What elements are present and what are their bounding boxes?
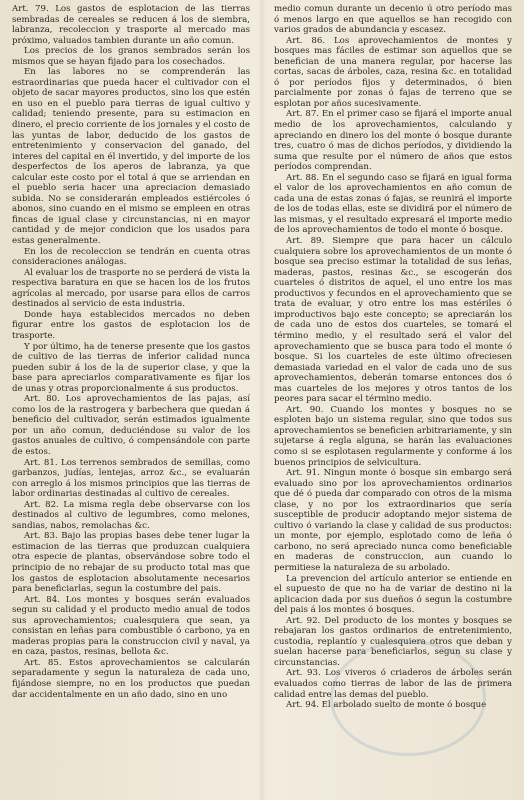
paragraph: Art. 92. Del producto de los montes y bosques se rebajaran los gastos ordinarios de entretenimiento, custodia, replantío y cualesquiera otros que deban y suelan hacerse para beneficiarlos, segun su clase y circunstancias. bbox=[274, 615, 512, 668]
paragraph: Art. 81. Los terrenos sembrados de semillas, como garbanzos, judías, lentejas, arroz &c., se evaluarán con arreglo á los mismos principios que las tierras de labor ordinarias destinadas al cultivo de cereales. bbox=[12, 457, 250, 500]
paragraph: En las labores no se comprenderán las estraordinarias que pueda hacer el cultivador con el objeto de sacar mayores productos, sino los que estén en uso en el pueblo para tierras de igual cultivo y calidad; teniendo presente, para su estimacion en dinero, el precio corriente de los jornales y el costo de las yuntas de labor, deducido de los gastos de entretenimiento y conservacion del ganado, del interes del capital en él invertido, y del importe de los desperfectos de los aperos de labranza, ya que calcular este costo por el total á que se arriendan en el pueblo seria hacer una apreciacion demasiado subida. No se considerarán empleados estiércoles ó abonos, sino cuando en el mismo se empleen en otras fincas de igual clase y circunstancias, ni en mayor cantidad y de mejor condicion que los usados para estas generalmente. bbox=[12, 67, 250, 247]
paragraph: Art. 84. Los montes y bosques serán evaluados segun su calidad y el producto medio anual de todos sus aprovechamientos; cualesquiera que sean, ya consistan en leñas para combustible ó carbono, ya en maderas propias para la construccion civil y naval, ya en caza, pastos, resinas, bellota &c. bbox=[12, 594, 250, 658]
column-gutter bbox=[258, 0, 266, 800]
paragraph: Art. 80. Los aprovechamientos de las pajas, así como los de la rastrogera y barbechera que quedan á beneficio del cultivador, serán estimados igualmente por un año comun, deduciéndose su valor de los gastos anuales de cultivo, ó compensándole con parte de estos. bbox=[12, 394, 250, 457]
paragraph: Art. 85. Estos aprovechamientos se calcularán separadamente y segun la naturaleza de cada uno, fijándose siempre, no en los productos que puedan dar accidentalmente en un año dado, sino en uno bbox=[12, 657, 250, 700]
paragraph: Art. 79. Los gastos de esplotacion de las tierras sembradas de cereales se reducen á los de siembra, labranza, recoleccion y trasporte al mercado mas próximo, valuados tambien durante un año comun. bbox=[12, 4, 250, 46]
left-column bbox=[12, 4, 250, 700]
paragraph: La prevencion del artículo anterior se entiende en el supuesto de que no ha de variar de destino ni la aplicacion dada por sus dueños ó segun la costumbre del pais á los montes ó bosques. bbox=[274, 573, 512, 616]
paragraph: Los precios de los granos sembrados serán los mismos que se hayan fijado para los cosechados. bbox=[12, 46, 250, 67]
paragraph: Art. 87. En el primer caso se fijará el importe anual medio de los aprovechamientos, calculando y apreciando en dinero los del monte ó bosque durante tres, cuatro ó mas de dichos períodos, y dividiendo la suma que resulte por el número de años que estos períodos comprendan. bbox=[274, 109, 512, 173]
paragraph: Art. 94. El arbolado suelto de monte ó bosque bbox=[286, 700, 487, 711]
paragraph: Art. 83. Bajo las propias bases debe tener lugar la estimacion de las tierras que produzcan cualquiera otra especie de plantas, observándose sobre todo el principio de no rebajar de su producto total mas que los gastos de esplotacion absolutamente necesarios para beneficiarlas, segun la costumbre del pais. bbox=[12, 531, 250, 595]
paragraph: En los de recoleccion se tendrán en cuenta otras consideraciones análogas. bbox=[12, 246, 250, 268]
paragraph: Art. 93. Los viveros ó criaderos de árboles serán evaluados como tierras de labor de las de primera calidad entre las demas del pueblo. bbox=[274, 668, 512, 700]
right-column bbox=[274, 4, 512, 711]
paragraph: Al evaluar los de trasporte no se perderá de vista la respectiva baratura en que se hacen los de los frutos agrícolas al mercado, por usarse para ellos de carros destinados al servicio de esta industria. bbox=[12, 267, 250, 310]
paragraph: Art. 86. Los aprovechamientos de montes y bosques mas fáciles de estimar son aquellos que se benefician de una manera regular, por hacerse las cortas, sacas de árboles, caza, resina &c. en totalidad ó por períodos fijos y determinados, ó bien parcialmente por zonas ó fajas de terreno que se esplotan por años sucesivamente. bbox=[274, 35, 512, 109]
paragraph: Art. 89. Siempre que para hacer un cálculo cualquiera sobre los aprovechamientos de un monte ó bosque sea preciso estimar la totalidad de sus leñas, maderas, pastos, resinas &c., se escogerán dos cuarteles ó distritos de aquel, el uno entre los mas productivos y fecundos en el aprovechamiento que se trata de evaluar, y otro entre los mas estériles ó improductivos bajo este concepto; se apreciarán los de cada uno de estos dos cuarteles, se tomará el término medio, y el resultado será el valor del aprovechamiento que se busca para todo el monte ó bosque. Si los cuarteles de este último ofreciesen demasiada variedad en el valor de cada uno de sus aprovechamientos, deberán tomarse entonces dos ó mas cuarteles de los mejores y otros tantos de los peores para sacar el término medio. bbox=[274, 236, 512, 405]
paragraph: Donde haya establecidos mercados no deben figurar entre los gastos de esplotacion los de trasporte. bbox=[12, 309, 250, 341]
paragraph: Art. 88. En el segundo caso se fijará en igual forma el valor de los aprovechamientos en año comun de cada una de estas zonas ó fajas, se reunirá el importe de los de todas ellas, este se dividirá por el número de las mismas, y el resultado expresará el importe medio de los aprovechamientos de todo el monte ó bosque. bbox=[274, 172, 512, 236]
paragraph: Art. 90. Cuando los montes y bosques no se esploten bajo un sistema regular, sino que todos sus aprovechamientos se beneficien arbitrariamente, y sin sujetarse á regla alguna, se harán las evaluaciones como si se esplotasen regularmente y conforme á los buenos principios de selvicultura. bbox=[274, 404, 512, 468]
paragraph: Y por último, ha de tenerse presente que los gastos de cultivo de las tierras de inferior calidad nunca pueden subir á los de la de superior clase, y que la base para apreciarlos comparativamente es fijar los de unas y otras proporcionalmente á sus productos. bbox=[12, 341, 250, 394]
paragraph: Art. 82. La misma regla debe observarse con los destinados al cultivo de legumbres, como melones, sandias, nabos, remolachas &c. bbox=[12, 499, 250, 531]
paragraph: Art. 91. Ningun monte ó bosque sin embargo será evaluado sino por los aprovechamientos ordinarios que dé ó pueda dar comparado con otros de la misma clase, y no por los extraordinarios que sería susceptible de producir adoptando mejor sistema de cultivo ó variando la clase y calidad de sus productos: un monte, por ejemplo, esplotado como de leña ó carbono, no será apreciado nunca como beneficiable en maderas de construccion, aun cuando lo permitiese la naturaleza de su arbolado. bbox=[274, 468, 512, 573]
paragraph: medio comun durante un decenio ú otro período mas ó menos largo en que aquellos se han recogido con varios grados de abundancia y escasez. bbox=[274, 4, 512, 36]
